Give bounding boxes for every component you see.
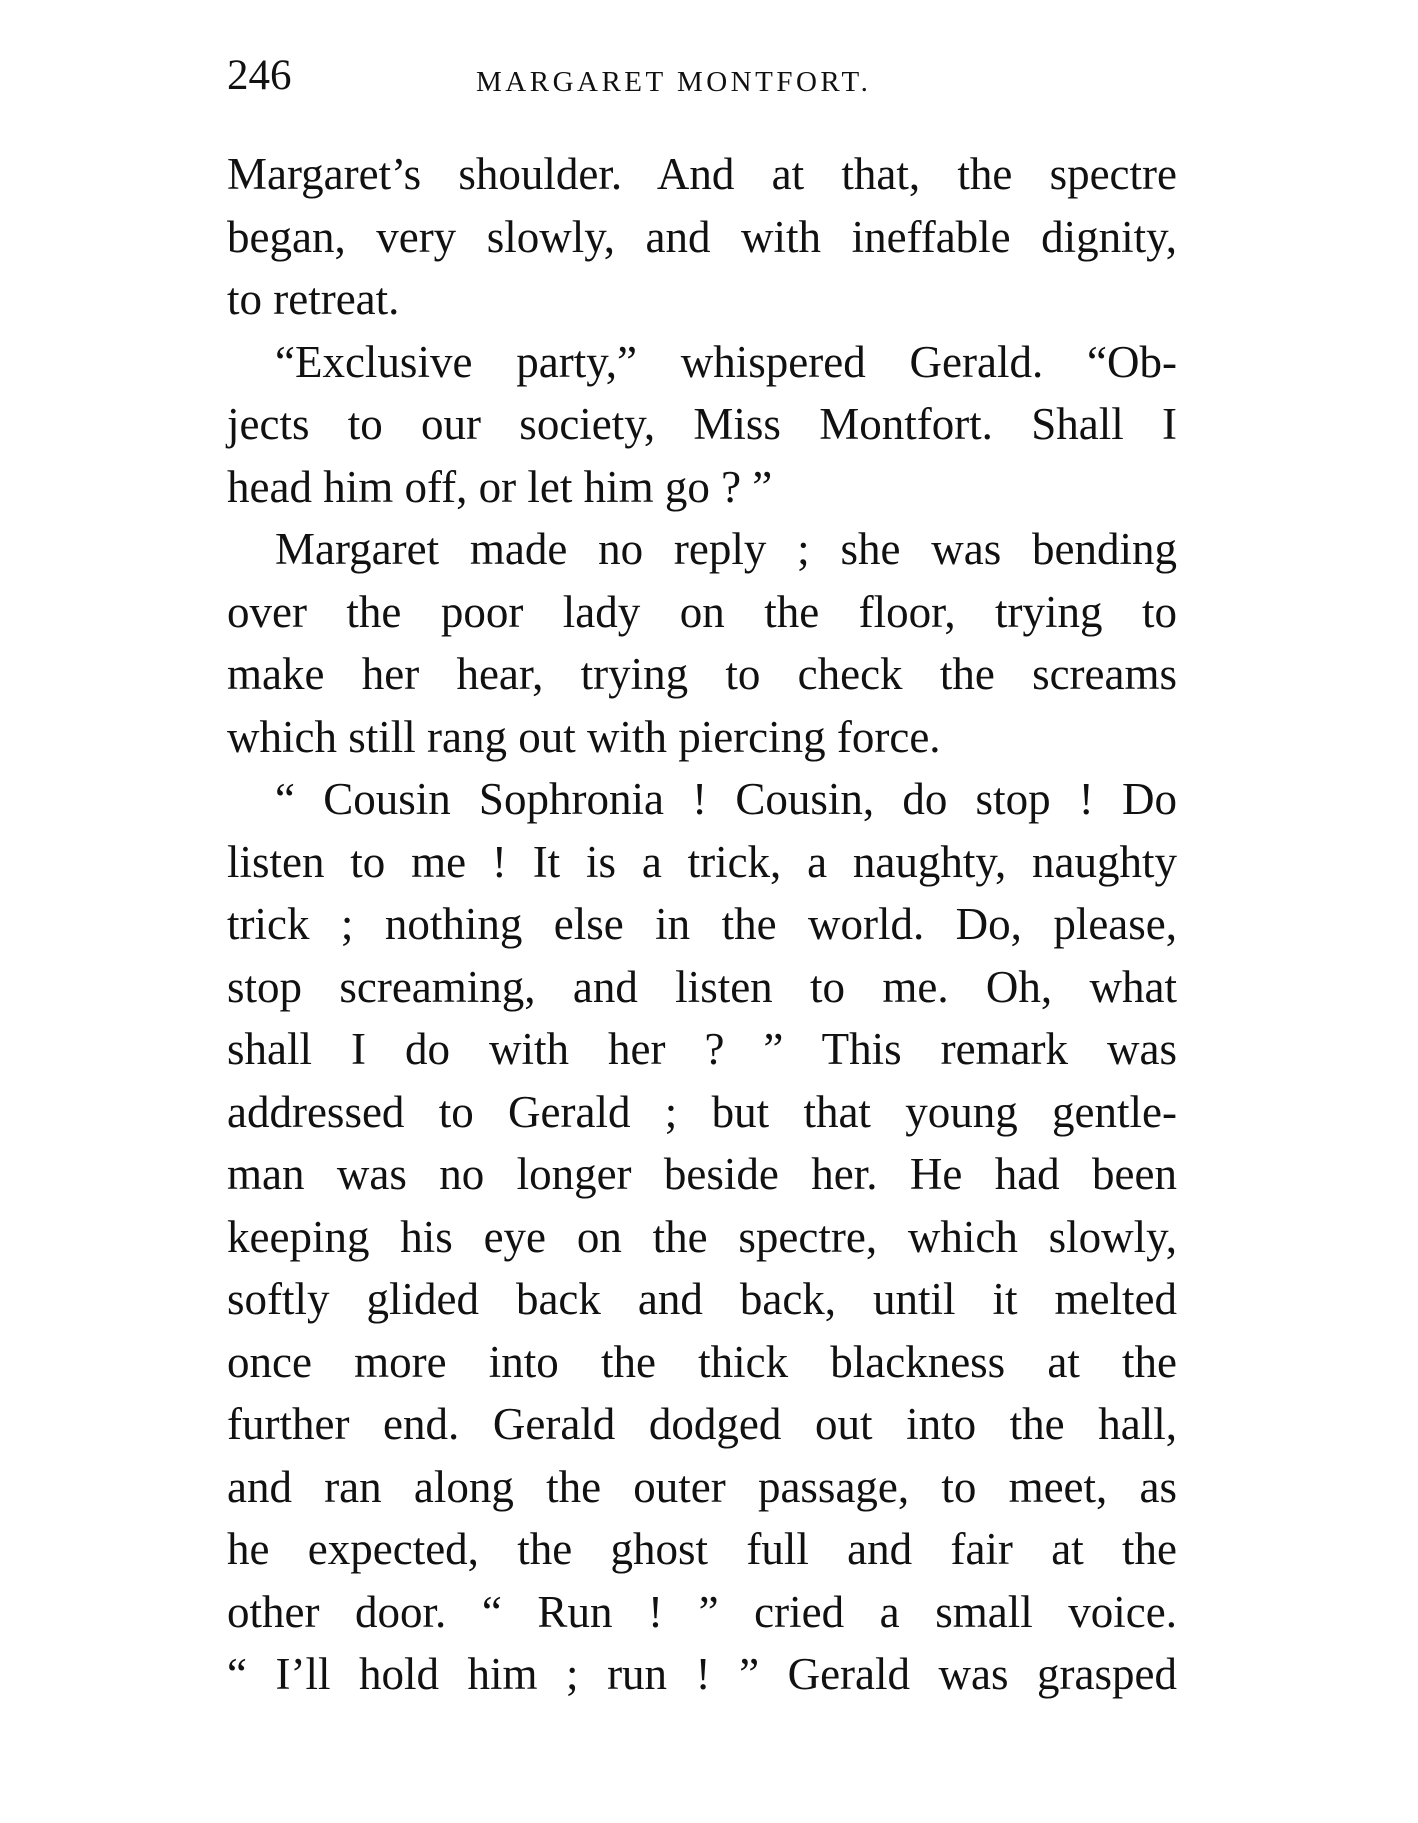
text-line: once more into the thick blackness at the — [227, 1336, 1177, 1387]
text-line: “Exclusive party,” whispered Gerald. “Ob- — [275, 336, 1177, 387]
text-line: addressed to Gerald ; but that young gentle- — [227, 1086, 1177, 1137]
text-line: to retreat. — [227, 274, 400, 324]
text-line: listen to me ! It is a trick, a naughty, naughty — [227, 836, 1177, 887]
text-line: further end. Gerald dodged out into the hall, — [227, 1399, 1177, 1449]
text-line: head him off, or let him go ? ” — [227, 461, 773, 512]
text-line: which still rang out with piercing force. — [227, 711, 941, 762]
body-text — [227, 143, 1177, 1706]
text-line: over the poor lady on the floor, trying to — [227, 586, 1177, 637]
text-line: “ Cousin Sophronia ! Cousin, do stop ! Do — [275, 774, 1177, 824]
text-line: Margaret’s shoulder. And at that, the spectre — [227, 149, 1177, 199]
text-line: make her hear, trying to check the screams — [227, 649, 1177, 699]
text-line: other door. “ Run ! ” cried a small voice. — [227, 1586, 1177, 1637]
text-line: “ I’ll hold him ; run ! ” Gerald was grasped — [227, 1649, 1177, 1699]
text-line: shall I do with her ? ” This remark was — [227, 1024, 1177, 1074]
text-line: keeping his eye on the spectre, which slowly, — [227, 1211, 1177, 1262]
text-line: trick ; nothing else in the world. Do, please, — [227, 899, 1177, 949]
text-line: he expected, the ghost full and fair at the — [227, 1524, 1177, 1574]
text-line: jects to our society, Miss Montfort. Shall I — [227, 399, 1177, 449]
text-line: began, very slowly, and with ineffable dignity, — [227, 211, 1177, 262]
text-line: stop screaming, and listen to me. Oh, what — [227, 961, 1177, 1012]
text-line: Margaret made no reply ; she was bending — [275, 524, 1177, 574]
book-title: MARGARET MONTFORT. — [476, 66, 872, 98]
text-line: and ran along the outer passage, to meet, as — [227, 1461, 1177, 1512]
running-head — [227, 46, 1177, 106]
text-line: softly glided back and back, until it melted — [227, 1274, 1177, 1324]
page-number: 246 — [227, 52, 292, 99]
text-line: man was no longer beside her. He had been — [227, 1149, 1177, 1199]
